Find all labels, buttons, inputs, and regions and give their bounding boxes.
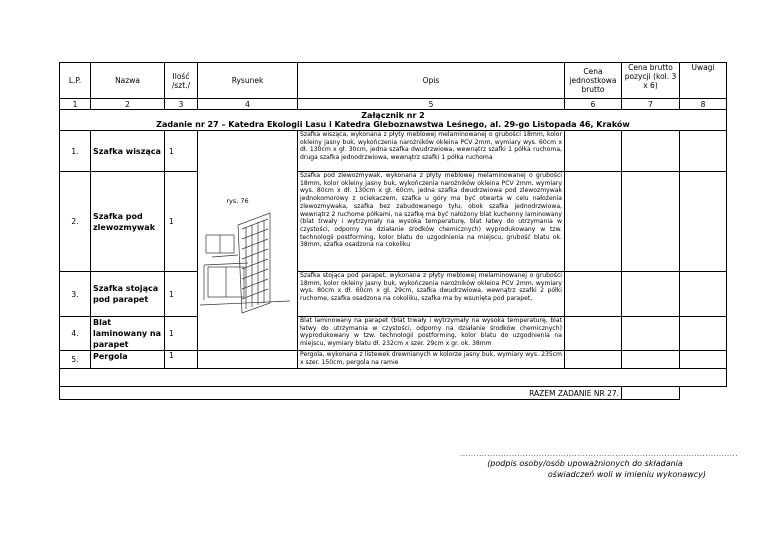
row-description: Szafka stojąca pod parapet, wykonana z płyty meblowej melaminowanej o grubości 18mm, kolor okleiny jasny buk, wykończenia narożników okleina PCV 2mm, wymiary wys. 80cm x dł. 60cm x gł. 29cm, szafka dwudrzwiowa, wewnątrz szafki 2 półki ruchome, szafka osadzona na cokoliku, szafka ma by wsunięta pod parapet, <box>298 272 565 317</box>
row-name: Szafka stojąca pod parapet <box>91 272 165 317</box>
title-row <box>60 110 727 131</box>
row-name: Pergola <box>91 351 165 369</box>
total-empty <box>680 387 727 400</box>
drawing-cell <box>198 131 298 351</box>
row-qty: 1 <box>165 131 198 172</box>
signature-block <box>460 450 738 480</box>
total-value[interactable] <box>622 387 680 400</box>
col-number: 8 <box>680 99 727 110</box>
signature-caption-1: (podpis osoby/osób upoważnionych do składania <box>487 459 683 468</box>
row-total-price[interactable] <box>622 272 680 317</box>
col-number: 5 <box>298 99 565 110</box>
header-row <box>60 63 727 99</box>
row-total-price[interactable] <box>622 131 680 172</box>
row-total-price[interactable] <box>622 172 680 272</box>
row-unit-price[interactable] <box>565 131 622 172</box>
drawing-cell-empty <box>198 351 298 369</box>
row-qty: 1 <box>165 172 198 272</box>
col-qty: Ilość /szt./ <box>165 63 198 99</box>
col-remarks: Uwagi <box>680 63 727 99</box>
row-total-price[interactable] <box>622 351 680 369</box>
row-lp: 2. <box>60 172 91 272</box>
row-lp: 5. <box>60 351 91 369</box>
annex-title: Załącznik nr 2 <box>361 110 425 120</box>
col-number: 7 <box>622 99 680 110</box>
table-row <box>60 131 727 172</box>
col-number: 2 <box>91 99 165 110</box>
row-qty: 1 <box>165 272 198 317</box>
cabinet-sketch <box>198 205 298 315</box>
row-lp: 1. <box>60 131 91 172</box>
total-label: RAZEM ZADANIE NR 27. <box>60 387 622 400</box>
col-number: 6 <box>565 99 622 110</box>
col-number: 3 <box>165 99 198 110</box>
row-unit-price[interactable] <box>565 351 622 369</box>
col-drawing: Rysunek <box>198 63 298 99</box>
col-number: 1 <box>60 99 91 110</box>
price-table <box>59 62 727 400</box>
row-remarks[interactable] <box>680 172 727 272</box>
column-number-row <box>60 99 727 110</box>
row-remarks[interactable] <box>680 317 727 351</box>
col-description: Opis <box>298 63 565 99</box>
col-name: Nazwa <box>91 63 165 99</box>
figure-label: rys. 76 <box>226 197 249 205</box>
row-remarks[interactable] <box>680 131 727 172</box>
col-unit-price: Cena jednostkowa brutto <box>565 63 622 99</box>
row-description: Pergola, wykonana z listewek drewnianych w kolorze jasny buk, wymiary wys. 235cm x szer. 150cm, pergola na ramie <box>298 351 565 369</box>
table-row <box>60 272 727 317</box>
signature-caption-2: oświadczeń woli w imieniu wykonawcy) <box>547 470 706 479</box>
table-row <box>60 172 727 272</box>
table-row <box>60 351 727 369</box>
signature-line: ...................................................................................................... <box>460 450 738 458</box>
row-total-price[interactable] <box>622 317 680 351</box>
row-remarks[interactable] <box>680 351 727 369</box>
row-unit-price[interactable] <box>565 317 622 351</box>
row-name: Szafka wisząca <box>91 131 165 172</box>
row-remarks[interactable] <box>680 272 727 317</box>
col-total-price: Cena brutto pozycji (kol. 3 x 6) <box>622 63 680 99</box>
row-name: Szafka pod zlewozmywak <box>91 172 165 272</box>
row-unit-price[interactable] <box>565 272 622 317</box>
row-unit-price[interactable] <box>565 172 622 272</box>
row-description: Szafka pod zlewozmywak, wykonana z płyty meblowej melaminowanej o grubości 18mm, kolor okleiny jasny buk, wykończenia narożników okleina PCV 2mm, wymiary wys. 80cm x dł. 130cm x gł. 60cm, jedna szafka dwudrzwiowa pod zlewozmywak jednokomorowy z ociekaczem, szafka u góry ma być otwarta w celu nałożenia zlewozmywaka, szafka bez zabudowanego tyłu, obok szafka jednodrzwiowa, wewnątrz 2 ruchome półkami, na szafkę ma być nałożony blat kuchenny laminowany (blat trwały i wytrzymały na wysoka temperaturę, blat łatwy do utrzymania w czystości, odporny na działanie środków chemicznych) wyprodukowany w tzw. technologii postforming, kolor blatu do uzgodnienia na miejscu, grubość blatu ok. 38mm, szafka osadzona na cokoliku <box>298 172 565 272</box>
total-row <box>60 387 727 400</box>
spacer-row <box>60 369 727 387</box>
row-qty: 1 <box>165 317 198 351</box>
col-lp: L.P. <box>60 63 91 99</box>
row-description: Blat laminowany na parapet (blat trwały i wytrzymały na wysoka temperaturę, blat łatwy do utrzymania w czystości, odporny na działanie środków chemicznych) wyprodukowany w tzw. technologii postforming, kolor blatu do uzgodnienia na miejscu, wymiary blatu dł. 232cm x szer. 29cm x gr. ok. 38mm <box>298 317 565 351</box>
table-row <box>60 317 727 351</box>
row-lp: 4. <box>60 317 91 351</box>
row-lp: 3. <box>60 272 91 317</box>
row-name: Blat laminowany na parapet <box>91 317 165 351</box>
col-number: 4 <box>198 99 298 110</box>
task-title: Zadanie nr 27 – Katedra Ekologii Lasu i Katedra Gleboznawstwa Leśnego, al. 29-go Listopada 46, Kraków <box>156 120 630 129</box>
row-description: Szafka wisząca, wykonana z płyty meblowej melaminowanej o grubości 18mm, kolor okleiny jasny buk, wykończenia narożników okleina PCV 2mm, wymiary wys. 60cm x dł. 130cm x gł. 30cm, jedna szafka dwudrzwiowa, wewnątrz szafki 1 półka ruchoma, druga szafka jednodrzwiowa, wewnątrz szafki 1 półka ruchoma <box>298 131 565 172</box>
row-qty: 1 <box>165 351 198 369</box>
